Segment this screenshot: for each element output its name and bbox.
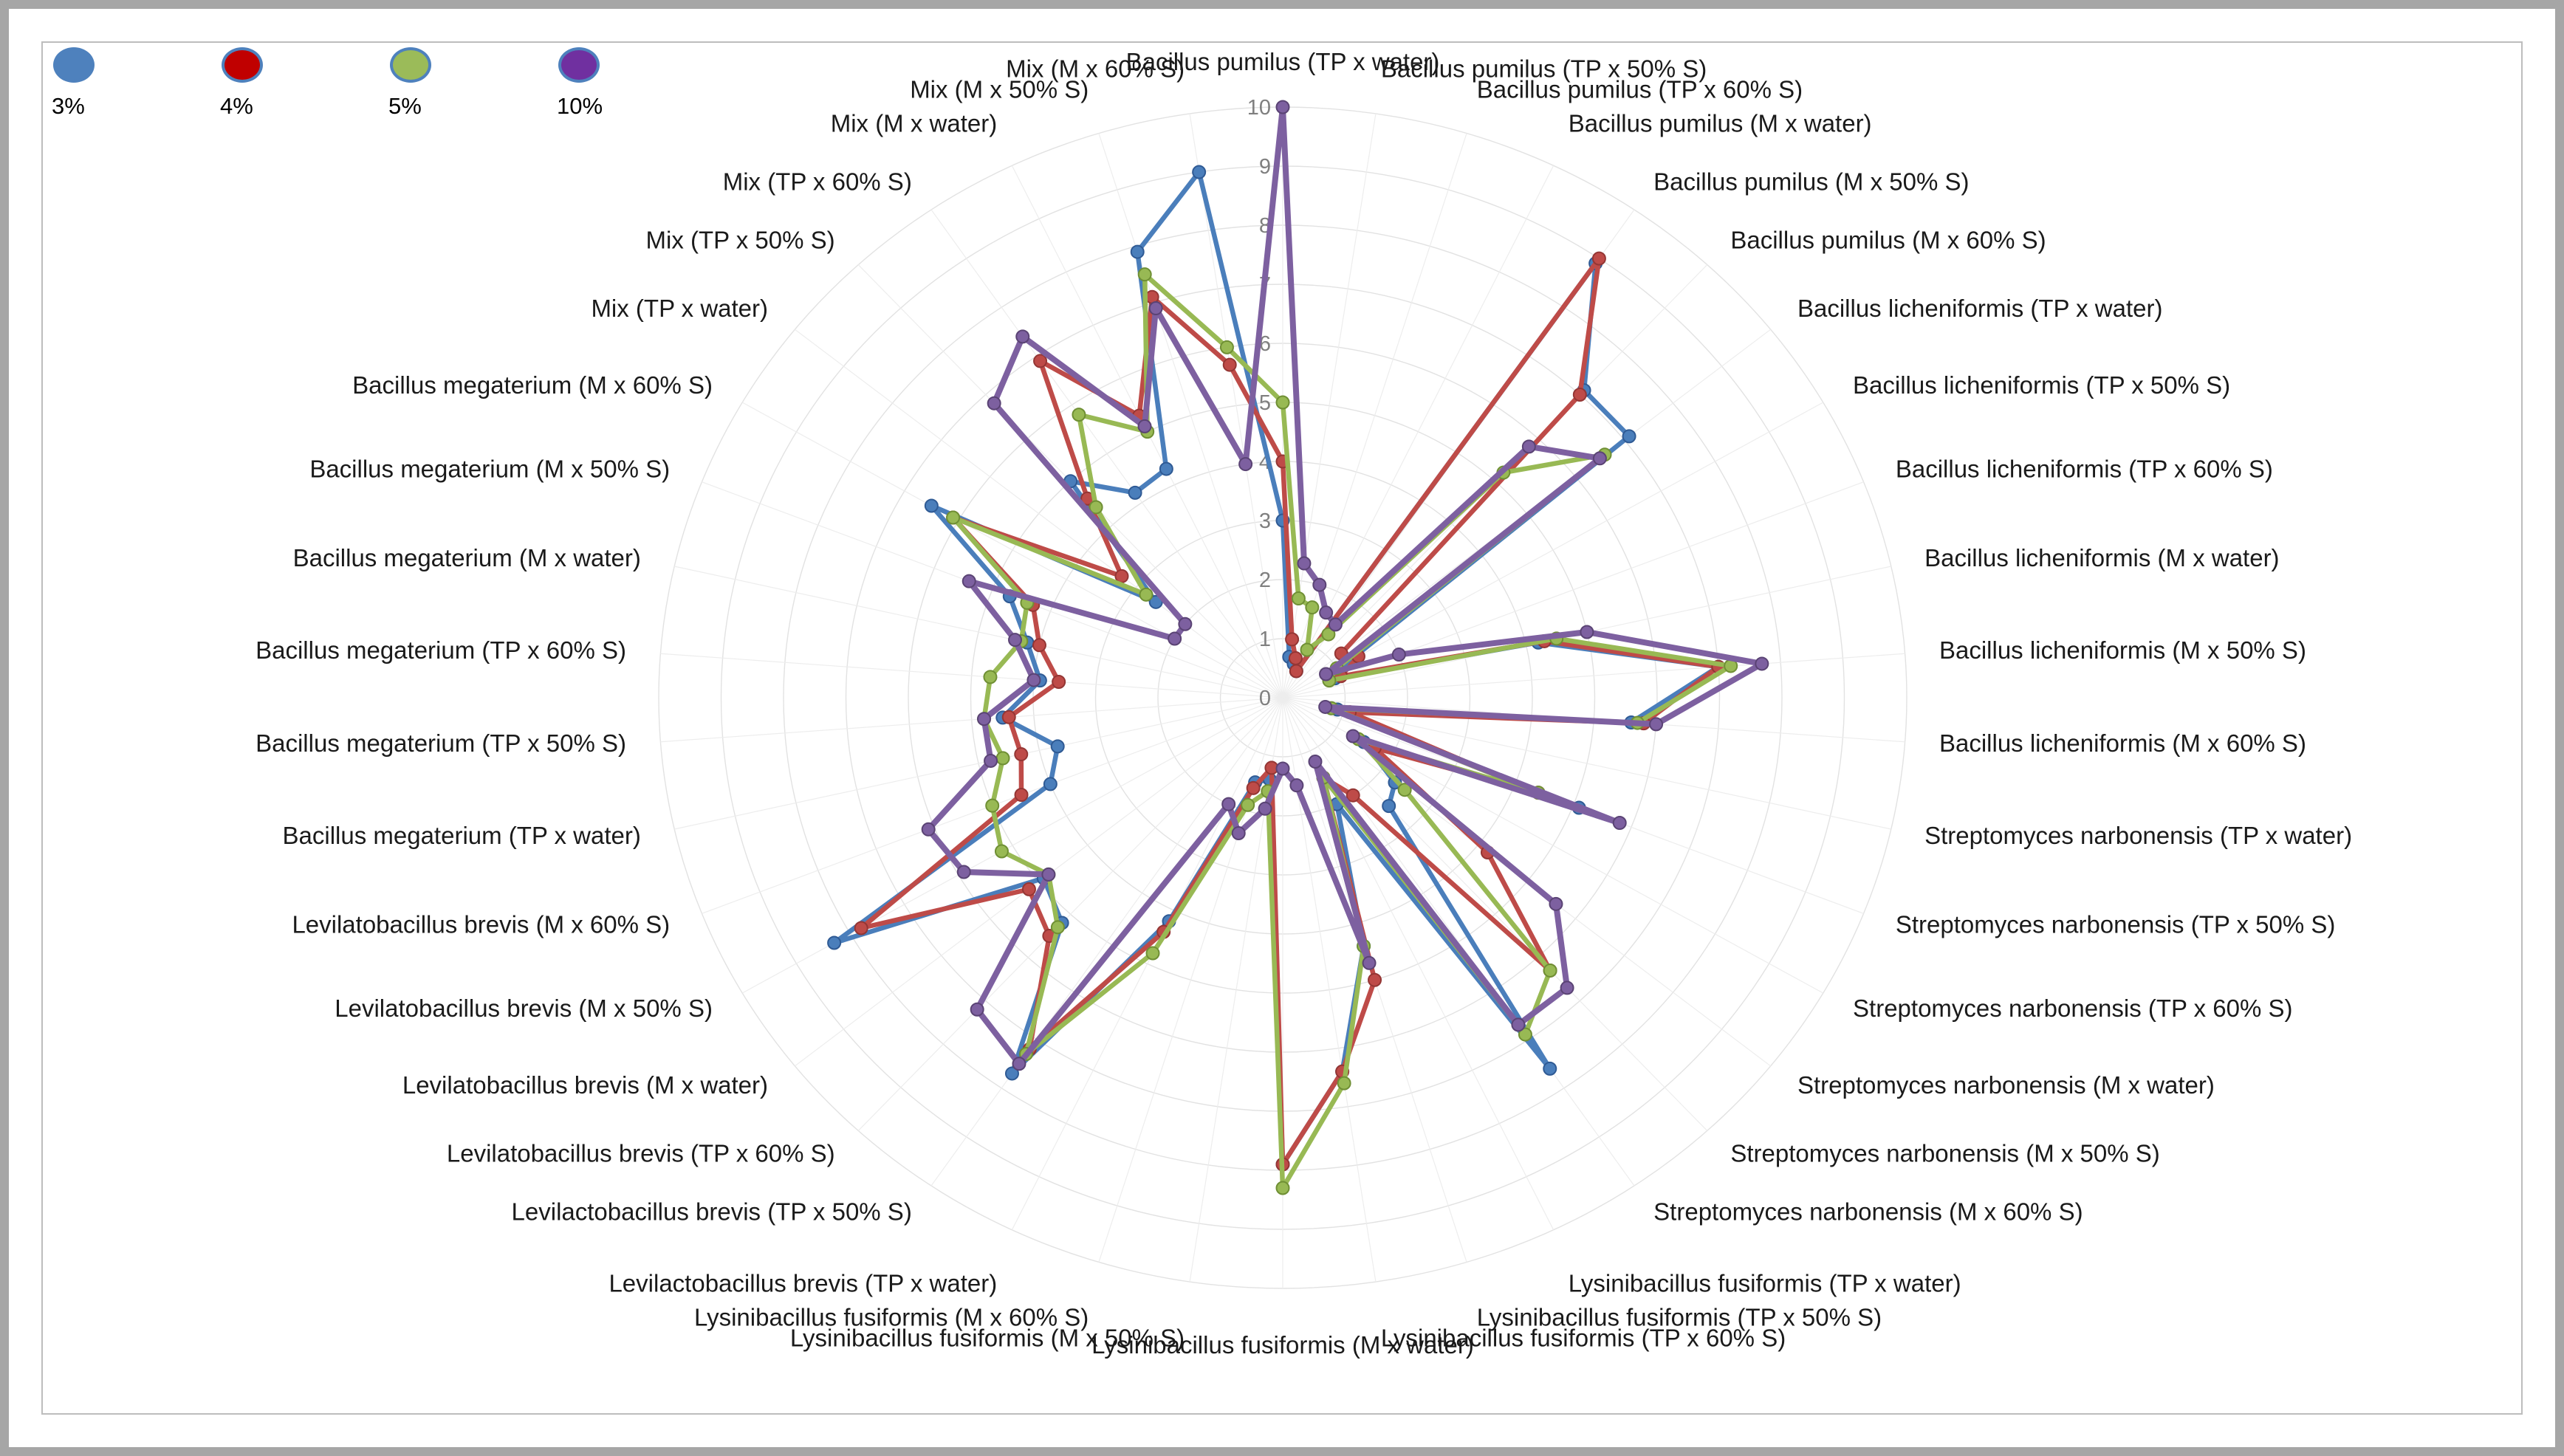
category-label: Levilactobacillus brevis (TP x water): [609, 1269, 998, 1297]
data-point-marker-10%: [1179, 618, 1191, 631]
legend-item-10pct: [557, 47, 638, 120]
data-point-marker-10%: [1523, 440, 1535, 453]
radial-tick-label: 1: [1258, 628, 1271, 651]
category-label: Levilactobacillus brevis (TP x 50% S): [511, 1198, 912, 1226]
category-label: Bacillus megaterium (TP x 50% S): [256, 729, 627, 758]
data-point-marker-10%: [958, 866, 970, 879]
data-point-marker-5%: [1241, 799, 1254, 811]
data-point-marker-10%: [1027, 674, 1040, 687]
data-point-marker-4%: [1286, 633, 1298, 645]
legend-item-4pct: [220, 47, 301, 120]
data-point-marker-5%: [984, 670, 996, 683]
category-label: Bacillus licheniformis (TP x water): [1797, 294, 2163, 322]
category-label: Mix (M x 50% S): [910, 75, 1089, 103]
data-point-marker-10%: [1561, 981, 1574, 994]
data-point-marker-3%: [925, 500, 938, 512]
data-point-marker-10%: [1650, 718, 1662, 730]
category-label: Bacillus megaterium (M x 50% S): [309, 455, 671, 483]
data-point-marker-4%: [1034, 354, 1046, 367]
radar-chart: [9, 9, 2555, 1447]
data-point-marker-3%: [1052, 740, 1064, 752]
category-label: Bacillus licheniformis (TP x 50% S): [1853, 371, 2231, 399]
legend-label: 5%: [388, 93, 422, 119]
data-point-marker-10%: [1329, 618, 1342, 631]
category-label: Lysinibacillus fusiformis (M x 50% S): [789, 1324, 1185, 1352]
data-point-marker-4%: [1593, 253, 1605, 265]
data-point-marker-5%: [1277, 396, 1289, 409]
data-point-marker-3%: [1543, 1062, 1556, 1075]
data-point-marker-4%: [1347, 789, 1360, 802]
data-point-marker-5%: [1306, 601, 1318, 614]
data-point-marker-3%: [1193, 166, 1205, 179]
grid-spoke: [660, 698, 1283, 742]
category-label: Lysinibacillus fusiformis (TP x 50% S): [1476, 1303, 1882, 1331]
category-label: Levilatobacillus brevis (M x water): [402, 1071, 769, 1099]
category-label: Mix (M x water): [830, 109, 998, 137]
category-label: Bacillus pumilus (M x 50% S): [1653, 168, 1970, 196]
data-point-marker-4%: [1003, 711, 1015, 724]
data-point-marker-10%: [1259, 803, 1272, 815]
data-point-marker-10%: [978, 712, 990, 725]
category-label: Bacillus pumilus (TP x water): [1125, 48, 1440, 75]
data-point-marker-4%: [1224, 359, 1236, 371]
category-label: Bacillus megaterium (TP x water): [282, 821, 641, 849]
category-label: Levilatobacillus brevis (M x 60% S): [292, 910, 671, 938]
category-label: Streptomyces narbonensis (TP x water): [1924, 821, 2353, 849]
radial-tick-label: 10: [1247, 96, 1271, 120]
data-point-marker-5%: [947, 512, 959, 524]
radial-tick-label: 4: [1258, 450, 1271, 474]
data-point-marker-5%: [1300, 644, 1313, 656]
radial-tick-label: 2: [1258, 569, 1271, 592]
data-point-marker-10%: [1347, 730, 1360, 743]
data-point-marker-10%: [1009, 633, 1021, 646]
data-point-marker-4%: [1052, 676, 1065, 688]
legend-label: 3%: [52, 93, 85, 119]
category-label: Lysinibacillus fusiformis (TP x water): [1568, 1269, 1961, 1297]
data-point-marker-4%: [1247, 782, 1260, 794]
data-point-marker-10%: [1222, 798, 1235, 811]
data-point-marker-4%: [855, 922, 868, 935]
category-label: Bacillus megaterium (M x 60% S): [352, 371, 713, 399]
category-label: Bacillus licheniformis (TP x 60% S): [1895, 455, 2273, 483]
data-point-marker-10%: [1139, 420, 1151, 433]
data-point-marker-5%: [1338, 1077, 1351, 1090]
data-point-marker-4%: [1368, 974, 1381, 986]
data-point-marker-10%: [1277, 763, 1289, 775]
data-point-marker-10%: [1594, 452, 1606, 464]
data-point-marker-10%: [1277, 101, 1289, 114]
radial-tick-label: 8: [1258, 214, 1271, 238]
data-point-marker-10%: [1012, 1057, 1025, 1070]
data-point-marker-10%: [922, 823, 935, 836]
category-label: Bacillus pumilus (TP x 60% S): [1476, 75, 1803, 103]
data-point-marker-10%: [1150, 302, 1162, 315]
category-label: Streptomyces narbonensis (M x 60% S): [1653, 1198, 2083, 1226]
data-point-marker-5%: [1139, 268, 1151, 281]
data-point-marker-10%: [1290, 779, 1303, 791]
category-label: Mix (TP x water): [591, 294, 769, 322]
series-line-10%: [928, 107, 1762, 1064]
data-point-marker-4%: [1033, 639, 1046, 651]
data-point-marker-5%: [1292, 592, 1305, 605]
category-label: Bacillus pumilus (TP x 50% S): [1380, 55, 1707, 83]
grid-spoke: [931, 210, 1283, 698]
data-point-marker-10%: [1580, 625, 1593, 638]
data-point-marker-3%: [1160, 463, 1173, 475]
category-label: Bacillus pumilus (M x water): [1568, 109, 1872, 137]
data-point-marker-4%: [1015, 748, 1027, 760]
data-point-marker-3%: [1044, 777, 1057, 790]
category-label: Lysinibacillus fusiformis (TP x 60% S): [1380, 1324, 1786, 1352]
category-label: Streptomyces narbonensis (M x 50% S): [1730, 1139, 2160, 1167]
data-point-marker-10%: [1168, 633, 1181, 645]
legend-item-5pct: [388, 47, 470, 120]
category-label: Streptomyces narbonensis (TP x 50% S): [1895, 910, 2336, 938]
data-point-marker-10%: [988, 397, 1001, 410]
data-point-marker-3%: [1129, 487, 1142, 499]
category-label: Mix (M x 60% S): [1006, 55, 1185, 83]
data-point-marker-10%: [1319, 701, 1331, 713]
legend-label: 4%: [220, 93, 253, 119]
data-point-marker-10%: [984, 755, 997, 767]
data-point-marker-5%: [1221, 341, 1233, 354]
radial-tick-label: 6: [1258, 332, 1271, 356]
legend-swatch-icon: [558, 47, 600, 83]
legend-swatch-icon: [390, 47, 431, 83]
data-point-marker-10%: [1313, 579, 1326, 591]
data-point-marker-10%: [1309, 755, 1321, 768]
category-label: Mix (TP x 50% S): [645, 226, 835, 254]
category-label: Bacillus megaterium (TP x 60% S): [256, 636, 627, 664]
data-point-marker-10%: [1512, 1018, 1524, 1031]
data-point-marker-5%: [1147, 947, 1159, 959]
data-point-marker-10%: [1320, 668, 1332, 681]
data-point-marker-10%: [1755, 657, 1768, 670]
data-point-marker-4%: [1574, 388, 1586, 401]
data-point-marker-4%: [1023, 883, 1035, 896]
category-label: Mix (TP x 60% S): [722, 168, 912, 196]
category-label: Bacillus pumilus (M x 60% S): [1730, 226, 2046, 254]
data-point-marker-4%: [1289, 652, 1302, 665]
data-point-marker-10%: [1042, 868, 1055, 881]
radial-tick-label: 7: [1258, 273, 1271, 297]
chart-legend: [52, 47, 638, 120]
data-point-marker-10%: [1016, 330, 1029, 343]
data-point-marker-5%: [1277, 1182, 1289, 1195]
data-point-marker-5%: [995, 845, 1008, 858]
category-label: Bacillus licheniformis (M x water): [1924, 544, 2280, 572]
data-point-marker-4%: [1015, 789, 1028, 801]
legend-item-3pct: [52, 47, 133, 120]
legend-swatch-icon: [222, 47, 263, 83]
radial-tick-label: 3: [1258, 509, 1271, 533]
category-label: Levilatobacillus brevis (TP x 60% S): [446, 1139, 835, 1167]
data-point-marker-10%: [1320, 606, 1332, 619]
data-point-marker-3%: [1382, 800, 1395, 812]
data-point-marker-10%: [1549, 898, 1562, 910]
legend-swatch-icon: [53, 47, 95, 83]
category-label: Streptomyces narbonensis (M x water): [1797, 1071, 2215, 1099]
radial-tick-label: 0: [1258, 687, 1271, 710]
category-label: Lysinibacillus fusiformis (M x water): [1091, 1331, 1474, 1359]
data-point-marker-10%: [1614, 817, 1626, 829]
legend-label: 10%: [557, 93, 603, 119]
data-point-marker-10%: [963, 575, 976, 588]
data-point-marker-5%: [1072, 408, 1085, 421]
data-point-marker-4%: [1290, 665, 1303, 677]
grid-spoke: [660, 653, 1283, 698]
data-point-marker-10%: [1393, 648, 1405, 661]
data-point-marker-5%: [1544, 964, 1557, 977]
data-point-marker-3%: [1131, 246, 1144, 258]
data-point-marker-5%: [1140, 588, 1153, 601]
data-point-marker-3%: [828, 937, 840, 950]
data-point-marker-5%: [986, 800, 998, 812]
category-label: Bacillus licheniformis (M x 60% S): [1939, 729, 2306, 758]
radial-tick-label: 9: [1258, 155, 1271, 179]
category-label: Levilatobacillus brevis (M x 50% S): [335, 995, 713, 1022]
data-point-marker-10%: [1233, 827, 1245, 839]
data-point-marker-5%: [997, 752, 1010, 764]
data-point-marker-5%: [1052, 921, 1064, 933]
data-point-marker-10%: [1363, 957, 1376, 969]
data-point-marker-10%: [971, 1003, 984, 1016]
category-label: Lysinibacillus fusiformis (M x 60% S): [693, 1303, 1089, 1331]
category-label: Bacillus licheniformis (M x 50% S): [1939, 636, 2306, 664]
radial-tick-label: 5: [1258, 391, 1271, 415]
category-label: Streptomyces narbonensis (TP x 60% S): [1853, 995, 2293, 1022]
data-point-marker-10%: [1239, 458, 1252, 470]
data-point-marker-10%: [1298, 557, 1310, 570]
category-label: Bacillus megaterium (M x water): [292, 544, 641, 572]
data-point-marker-3%: [1623, 430, 1636, 442]
